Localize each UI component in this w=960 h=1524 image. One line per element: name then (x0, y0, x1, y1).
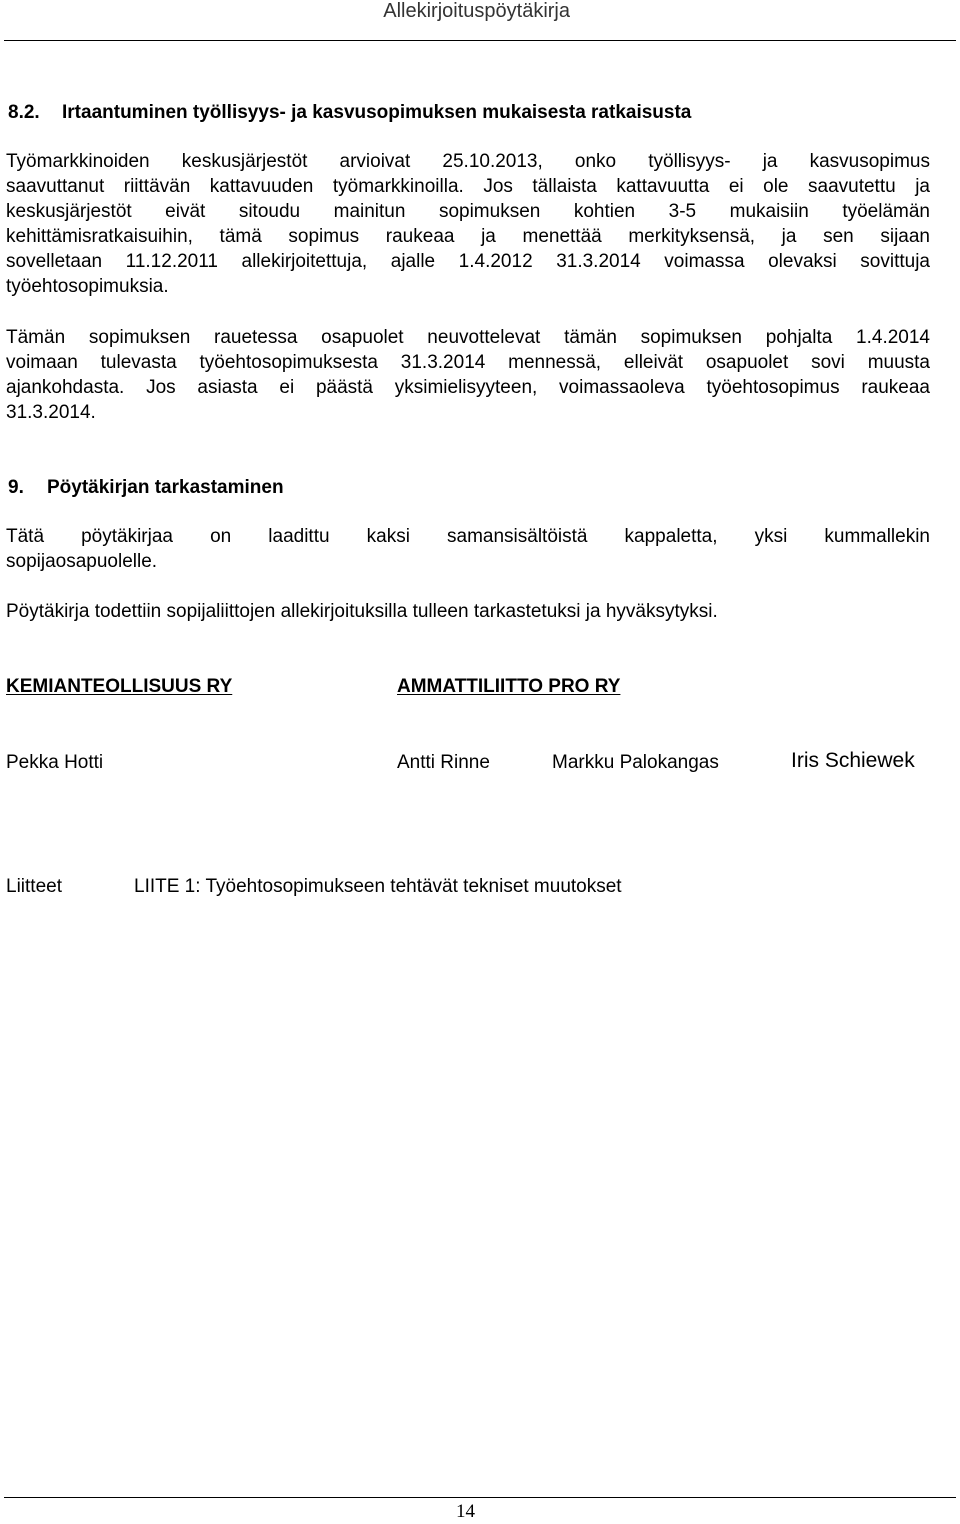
signatory-person-pekka-hotti: Pekka Hotti (6, 752, 104, 773)
section-8-2-paragraph-1 (6, 149, 930, 299)
paragraph-line: sovelletaan 11.12.2011 allekirjoitettuja, ajalle 1.4.2012 31.3.2014 voimassa olevaksi sovittuja (6, 251, 930, 272)
section-9-paragraph-1 (6, 524, 930, 574)
paragraph-line: keskusjärjestöt eivät sitoudu mainitun sopimuksen kohtien 3-5 mukaisiin työelämän (6, 201, 930, 222)
paragraph-line: Työmarkkinoiden keskusjärjestöt arvioivat 25.10.2013, onko työllisyys- ja kasvusopimus (6, 151, 930, 172)
document-header-title: Allekirjoituspöytäkirja (383, 0, 570, 22)
paragraph-line: ajankohdasta. Jos asiasta ei päästä yksimielisyyteen, voimassaoleva työehtosopimus raukeaa (6, 377, 930, 398)
signatory-person-antti-rinne: Antti Rinne (397, 752, 490, 773)
paragraph-line: työehtosopimuksia. (6, 276, 169, 297)
section-9-number: 9. (8, 477, 24, 498)
section-9-paragraph-2: Pöytäkirja todettiin sopijaliittojen allekirjoituksilla tulleen tarkastetuksi ja hyväksytyksi. (6, 601, 718, 622)
signatory-person-iris-schiewek: Iris Schiewek (791, 749, 915, 772)
signatory-org-kemianteollisuus: KEMIANTEOLLISUUS RY (6, 676, 233, 697)
paragraph-line: Tätä pöytäkirjaa on laadittu kaksi samansisältöistä kappaletta, yksi kummallekin (6, 526, 930, 547)
header-divider (4, 40, 956, 41)
page-number: 14 (456, 1501, 475, 1522)
signatory-person-markku-palokangas: Markku Palokangas (552, 752, 719, 773)
section-8-2-title: Irtaantuminen työllisyys- ja kasvusopimuksen mukaisesta ratkaisusta (62, 102, 692, 123)
paragraph-line: sopijaosapuolelle. (6, 551, 158, 572)
section-9-title: Pöytäkirjan tarkastaminen (47, 477, 284, 498)
footer-divider (4, 1497, 956, 1498)
paragraph-line: Tämän sopimuksen rauetessa osapuolet neuvottelevat tämän sopimuksen pohjalta 1.4.2014 (6, 327, 930, 348)
paragraph-line: saavuttanut riittävän kattavuuden työmarkkinoilla. Jos tällaista kattavuutta ei ole saavutettu ja (6, 176, 930, 197)
attachment-item-1: LIITE 1: Työehtosopimukseen tehtävät tekniset muutokset (134, 876, 622, 897)
attachments-label: Liitteet (6, 876, 62, 897)
paragraph-line: voimaan tulevasta työehtosopimuksesta 31.3.2014 mennessä, elleivät osapuolet sovi muusta (6, 352, 930, 373)
paragraph-line: kehittämisratkaisuihin, tämä sopimus raukeaa ja menettää merkityksensä, ja sen sijaan (6, 226, 930, 247)
section-8-2-paragraph-2 (6, 325, 930, 425)
section-8-2-number: 8.2. (8, 102, 40, 123)
signatory-org-pro: AMMATTILIITTO PRO RY (397, 676, 621, 697)
paragraph-line: 31.3.2014. (6, 402, 96, 423)
